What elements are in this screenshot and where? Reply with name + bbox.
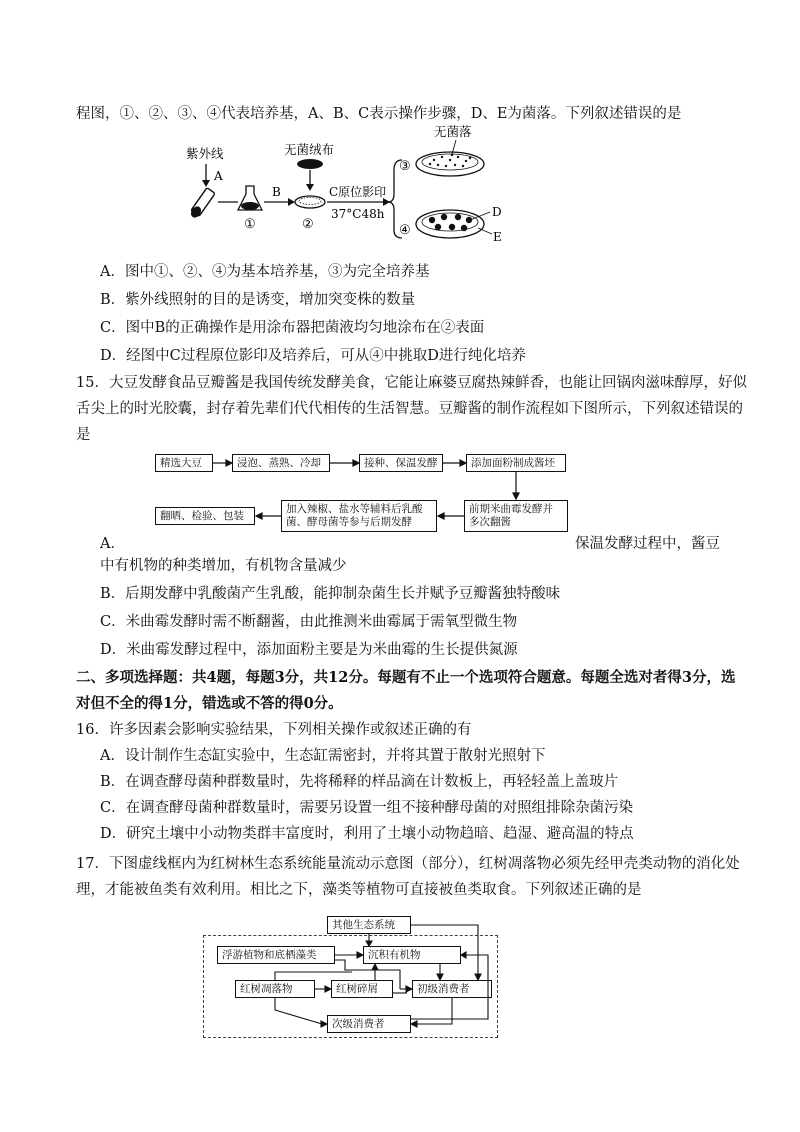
box-secondary-consumer: 次级消费者 <box>327 1015 411 1033</box>
flow-step-early-fermentation-line2: 多次翻酱 <box>469 516 511 528</box>
q17-stem-line1: 17．下图虚线框内为红树林生态系统能量流动示意图（部分），红树凋落物必须先经甲壳类动物的消化处 <box>76 856 740 872</box>
q15-option-d: D．米曲霉发酵过程中，添加面粉主要是为米曲霉的生长提供氮源 <box>100 642 518 658</box>
q15-option-b: B．后期发酵中乳酸菌产生乳酸，能抑制杂菌生长并赋予豆瓣酱独特酸味 <box>100 586 561 602</box>
flow-step-early-fermentation-line1: 前期米曲霉发酵并 <box>469 503 553 515</box>
petri-dish-3-icon <box>416 152 484 176</box>
q16-option-c: C．在调查酵母菌种群数量时，需要另设置一组不接种酵母菌的对照组排除杂菌污染 <box>100 800 634 816</box>
q14-option-a: A．图中①、②、④为基本培养基，③为完全培养基 <box>100 264 430 280</box>
q15-stem-line1: 15．大豆发酵食品豆瓣酱是我国传统发酵美食，它能让麻婆豆腐热辣鲜香，也能让回锅肉滋味醇厚，好似 <box>76 375 747 391</box>
label-2: ② <box>302 217 314 232</box>
q15-option-a-label: A． <box>100 536 125 552</box>
q14-diagram <box>180 124 520 252</box>
q14-intro: 程图，①、②、③、④代表培养基，A、B、C表示操作步骤，D、E为菌落。下列叙述错误的是 <box>76 106 682 122</box>
step-c-label: C原位影印 <box>329 185 387 199</box>
uv-label: 紫外线 <box>186 146 224 161</box>
q15-stem-line3: 是 <box>76 427 91 443</box>
temp-label: 37°C48h <box>331 207 385 221</box>
q17-stem-line2: 理，才能被鱼类有效利用。相比之下，藻类等植物可直接被鱼类取食。下列叙述正确的是 <box>76 882 642 898</box>
q15-option-a-part1: 保温发酵过程中，酱豆 <box>575 536 720 552</box>
box-plankton-algae: 浮游植物和底栖藻类 <box>217 946 335 964</box>
q16-option-a: A．设计制作生态缸实验中，生态缸需密封，并将其置于散射光照射下 <box>100 748 546 764</box>
colony-e-label: E <box>493 230 502 244</box>
petri-dish-2-icon <box>295 196 325 208</box>
q16-option-d: D．研究土壤中小动物类群丰富度时，利用了土壤小动物趋暗、趋湿、避高温的特点 <box>100 826 634 842</box>
q14-option-c: C．图中B的正确操作是用涂布器把菌液均匀地涂布在②表面 <box>100 320 485 336</box>
colony-d-label: D <box>492 205 502 219</box>
label-1: ① <box>244 217 256 232</box>
q14-option-d: D．经图中C过程原位影印及培养后，可从④中挑取D进行纯化培养 <box>100 348 526 364</box>
q16-stem: 16．许多因素会影响实验结果，下列相关操作或叙述正确的有 <box>76 722 472 738</box>
flow-step-late-fermentation-line1: 加入辣椒、盐水等辅料后乳酸 <box>286 503 423 515</box>
q15-option-a-part2: 中有机物的种类增加，有机物含量减少 <box>100 558 347 574</box>
box-mangrove-litter: 红树凋落物 <box>235 980 315 998</box>
velvet-label: 无菌绒布 <box>284 142 335 157</box>
q15-stem-line2: 舌尖上的时光胶囊，封存着先辈们代代相传的生活智慧。豆瓣酱的制作流程如下图所示，下列叙述错误的 <box>76 401 743 417</box>
step-a-label: A <box>214 169 223 183</box>
section2-heading-line1: 二、多项选择题：共4题，每题3分，共12分。每题有不止一个选项符合题意。每题全选对者得3分，选 <box>76 669 736 686</box>
box-primary-consumer: 初级消费者 <box>412 980 492 998</box>
no-colony-label: 无菌落 <box>434 124 472 139</box>
flow-step-soak-steam-cool: 浸泡、蒸熟、冷却 <box>232 454 330 472</box>
q14-option-b: B．紫外线照射的目的是诱变，增加突变株的数量 <box>100 292 416 308</box>
label-3: ③ <box>399 159 411 174</box>
flow-step-inoculate-ferment: 接种、保温发酵 <box>359 454 443 472</box>
flow-step-late-fermentation-line2: 菌、酵母菌等参与后期发酵 <box>286 516 412 528</box>
step-b-label: B <box>272 185 281 199</box>
label-4: ④ <box>399 223 411 238</box>
flow-step-early-fermentation <box>464 500 568 532</box>
flow-step-select-soybeans: 精选大豆 <box>155 454 213 472</box>
flow-step-dry-inspect-pack: 翻晒、检验、包装 <box>155 507 255 525</box>
q15-option-c: C．米曲霉发酵时需不断翻酱，由此推测米曲霉属于需氧型微生物 <box>100 614 518 630</box>
box-other-ecosystems: 其他生态系统 <box>327 916 411 934</box>
petri-dish-4-icon <box>416 210 484 238</box>
box-mangrove-debris: 红树碎屑 <box>331 980 393 998</box>
section2-heading-line2: 对但不全的得1分，错选或不答的得0分。 <box>76 695 343 712</box>
test-tube-icon <box>189 188 215 220</box>
velvet-icon <box>297 159 323 169</box>
flow-step-add-flour: 添加面粉制成酱坯 <box>466 454 566 472</box>
flow-step-late-fermentation <box>281 500 437 532</box>
flask-icon <box>238 186 262 210</box>
box-sediment-organic: 沉积有机物 <box>363 946 461 964</box>
q16-option-b: B．在调查酵母菌种群数量时，先将稀释的样品滴在计数板上，再轻轻盖上盖玻片 <box>100 774 619 790</box>
